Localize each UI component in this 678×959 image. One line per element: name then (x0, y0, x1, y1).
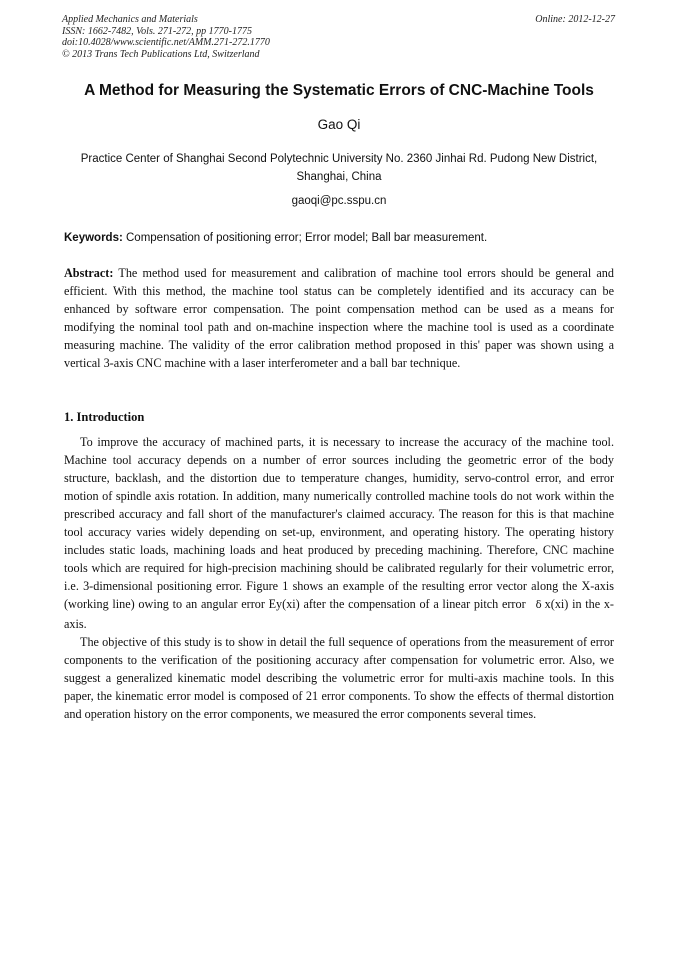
journal-header (62, 14, 270, 60)
journal-name: Applied Mechanics and Materials (62, 14, 198, 25)
abstract-text: The method used for measurement and calibration of machine tool errors should be general and efficient. With this method, the machine tool status can be completely identified and its accuracy can be enhanced by software error compensation. The point compensation method can be used as a means for modifying the nominal tool path and on-machine inspection where the machine tool is used as a coordinate measuring machine. The validity of the error calibration method proposed in this' paper was shown using a vertical 3-axis CNC machine with a laser interferometer and a ball bar technique. (64, 266, 614, 370)
delta-symbol: δ (535, 600, 542, 611)
paper-title: A Method for Measuring the Systematic Errors of CNC-Machine Tools (84, 82, 594, 99)
keywords-label: Keywords: (64, 232, 123, 244)
section-heading-introduction: 1. Introduction (64, 410, 145, 424)
abstract-section (64, 264, 614, 372)
issn-line: ISSN: 1662-7482, Vols. 271-272, pp 1770-1775 (62, 25, 252, 37)
intro-paragraph-1 (64, 433, 614, 633)
author-name: Gao Qi (317, 117, 361, 132)
intro-paragraph-2: The objective of this study is to show in detail the full sequence of operations from the measurement of error components to the verification of the positioning accuracy after compensation for volumetric error. Also, we suggest a generalized kinematic model describing the volumetric error for multi-axis machine tools. In this paper, the kinematic error model is composed of 21 error components. To show the effects of thermal distortion and operation history on the error components, we measured the error components several times. (64, 635, 614, 721)
introduction-body (64, 433, 614, 723)
intro-paragraph-1-text: To improve the accuracy of machined parts, it is necessary to increase the accuracy of the machine tool. Machine tool accuracy depends on a number of error sources including the geometric error of the body structure, backlash, and the distortion due to temperature changes, humidity, servo-control error, and error motion of spindle axis rotation. In addition, many numerically controlled machine tools do not work within the prescribed accuracy and fall short of the manufacturer's claimed accuracy. The reason for this is that machine tool accuracy varies widely depending on set-up, environment, and operating history. The operating history includes static loads, machining loads and heat produced by preceding machining. Therefore, CNC machine tools which are required for high-precision machining should be calibrated regularly for their volumetric error, i.e. 3-dimensional positioning error. Figure 1 shows an example of the resulting error vector along the X-axis (working line) owing to an angular error Ey(xi) after the compensation of a linear pitch error (64, 435, 614, 611)
copyright-line: © 2013 Trans Tech Publications Ltd, Switzerland (62, 48, 260, 60)
keywords-text: Compensation of positioning error; Error model; Ball bar measurement. (126, 232, 488, 244)
abstract-label: Abstract: (64, 266, 114, 280)
online-date: Online: 2012-12-27 (535, 14, 615, 25)
intro-paragraph-1-tail: x(xi) in the x-axis. (64, 597, 614, 631)
keywords-section (64, 230, 616, 246)
author-affiliation: Practice Center of Shanghai Second Polytechnic University No. 2360 Jinhai Rd. Pudong New District, Shanghai, China (80, 153, 598, 183)
author-email: gaoqi@pc.sspu.cn (291, 195, 387, 207)
doi-line: doi:10.4028/www.scientific.net/AMM.271-272.1770 (62, 37, 270, 48)
